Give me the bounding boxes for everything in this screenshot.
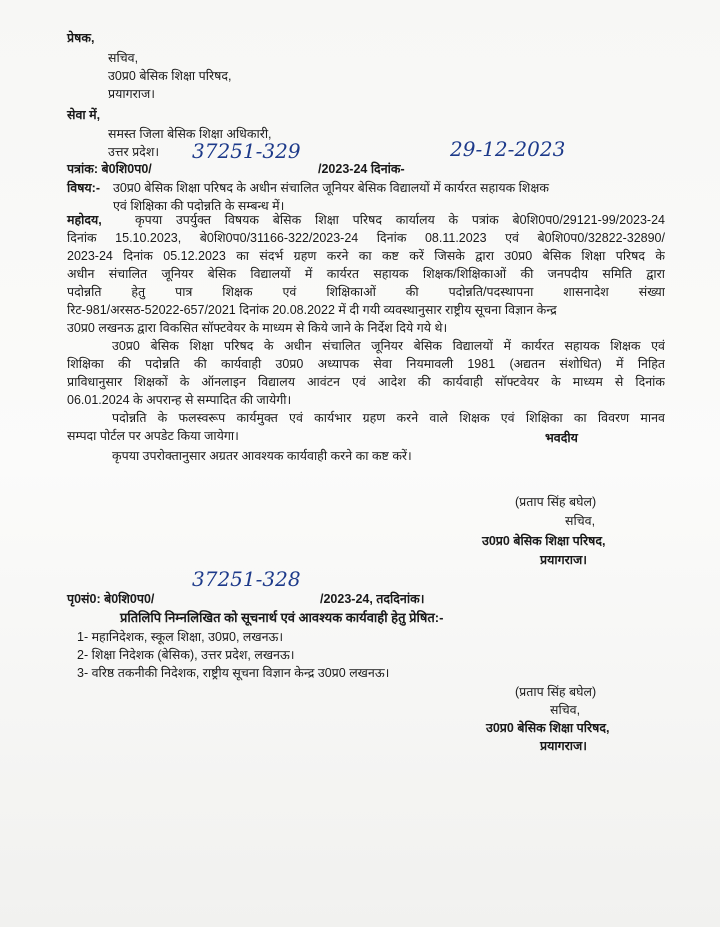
body-line: प्राविधानुसार शिक्षकों के ऑनलाइन विद्यालय आवंटन एवं आदेश की कार्यवाही सॉफ्टवेयर के माध्यम से दिनांक xyxy=(67,375,665,389)
subject-line-2: एवं शिक्षिका की पदोन्नति के सम्बन्ध में। xyxy=(113,199,285,213)
reference-label: पत्रांक: बे0शि0प0/ xyxy=(67,162,152,176)
handwritten-date: 29-12-2023 xyxy=(450,137,566,161)
body-line: 2023-24 दिनांक 05.12.2023 का संदर्भ ग्रहण करने का कष्ट करें जिसके द्वारा उ0प्र0 बेसिक शिक्षा परिषद के xyxy=(67,249,665,263)
reference-year: /2023-24 दिनांक- xyxy=(318,162,405,176)
body-line: दिनांक 15.10.2023, बे0शि0प0/31166-322/2023-24 दिनांक 08.11.2023 एवं बे0शि0प0/32822-32890/ xyxy=(67,231,665,245)
signature-office: उ0प्र0 बेसिक शिक्षा परिषद, xyxy=(482,534,606,548)
handwritten-copy-number: 37251-328 xyxy=(192,567,301,591)
copy-reference-label: पृ0सं0: बे0शि0प0/ xyxy=(67,592,155,606)
body-line: पदोन्नति हेतु पात्र शिक्षक एवं शिक्षिकाओं की पदोन्नति/पदस्थापना शासनादेश संख्या xyxy=(67,285,665,299)
body-line: शिक्षिका की पदोन्नति की कार्यवाही उ0प्र0 अध्यापक सेवा नियमावली 1981 (अद्यतन संशोधित) में निहित xyxy=(67,357,665,371)
body-line: उ0प्र0 लखनऊ द्वारा विकसित सॉफ्टवेयर के माध्यम से किये जाने के निर्देश दिये गये थे। xyxy=(67,321,448,335)
recipient-state: उत्तर प्रदेश। xyxy=(108,145,160,159)
subject-label: विषय:- xyxy=(67,181,100,195)
signature2-city: प्रयागराज। xyxy=(540,739,588,753)
recipient-name: समस्त जिला बेसिक शिक्षा अधिकारी, xyxy=(108,127,272,141)
signature-city: प्रयागराज। xyxy=(540,553,588,567)
body-line: कृपया उपर्युक्त विषयक बेसिक शिक्षा परिषद कार्यालय के पत्रांक बे0शि0प0/29121-99/2023-24 xyxy=(135,213,665,227)
signature-name: (प्रताप सिंह बघेल) xyxy=(515,495,597,509)
copy-intro: प्रतिलिपि निम्नलिखित को सूचनार्थ एवं आवश्यक कार्यवाही हेतु प्रेषित:- xyxy=(120,610,444,625)
copy-item: 2- शिक्षा निदेशक (बेसिक), उत्तर प्रदेश, लखनऊ। xyxy=(77,648,295,662)
signature2-designation: सचिव, xyxy=(550,703,581,717)
body-line: उ0प्र0 बेसिक शिक्षा परिषद के अधीन संचालित जूनियर बेसिक विद्यालयों में कार्यरत सहायक शिक्षक एवं xyxy=(112,339,665,353)
sender-label: प्रेषक, xyxy=(67,31,95,45)
body-line: पदोन्नति के फलस्वरूप कार्यमुक्त एवं कार्यभार ग्रहण करने वाले शिक्षक एवं शिक्षिका का विवरण मानव xyxy=(112,411,665,425)
salutation: महोदय, xyxy=(67,213,102,227)
handwritten-reference-number: 37251-329 xyxy=(192,139,301,163)
copy-item: 3- वरिष्ठ तकनीकी निदेशक, राष्ट्रीय सूचना विज्ञान केन्द्र उ0प्र0 लखनऊ। xyxy=(77,666,390,680)
copy-item: 1- महानिदेशक, स्कूल शिक्षा, उ0प्र0, लखनऊ। xyxy=(77,630,284,644)
body-line: रिट-981/अरसठ-52022-657/2021 दिनांक 20.08.2022 में दी गयी व्यवस्थानुसार राष्ट्रीय सूचना विज्ञान केन्द्र xyxy=(67,303,557,317)
body-line: अधीन संचालित जूनियर बेसिक विद्यालयों में कार्यरत सहायक शिक्षक/शिक्षिकाओं की जनपदीय समिति द्वारा xyxy=(67,267,665,281)
signature-designation: सचिव, xyxy=(565,514,596,528)
sender-designation: सचिव, xyxy=(108,51,139,65)
closing: भवदीय xyxy=(545,431,578,445)
body-line: सम्पदा पोर्टल पर अपडेट किया जायेगा। xyxy=(67,429,239,443)
signature2-office: उ0प्र0 बेसिक शिक्षा परिषद, xyxy=(486,721,610,735)
copy-reference-suffix: /2023-24, तददिनांक। xyxy=(320,592,425,606)
sender-city: प्रयागराज। xyxy=(108,87,156,101)
body-line: 06.01.2024 के अपरान्ह से सम्पादित की जायेगी। xyxy=(67,393,292,407)
body-line: कृपया उपरोक्तानुसार अग्रतर आवश्यक कार्यवाही करने का कष्ट करें। xyxy=(112,449,412,463)
subject-line-1: उ0प्र0 बेसिक शिक्षा परिषद के अधीन संचालित जूनियर बेसिक विद्यालयों में कार्यरत सहायक शिक्षक xyxy=(113,181,549,195)
signature2-name: (प्रताप सिंह बघेल) xyxy=(515,685,597,699)
recipient-label: सेवा में, xyxy=(67,108,101,122)
sender-office: उ0प्र0 बेसिक शिक्षा परिषद, xyxy=(108,69,232,83)
